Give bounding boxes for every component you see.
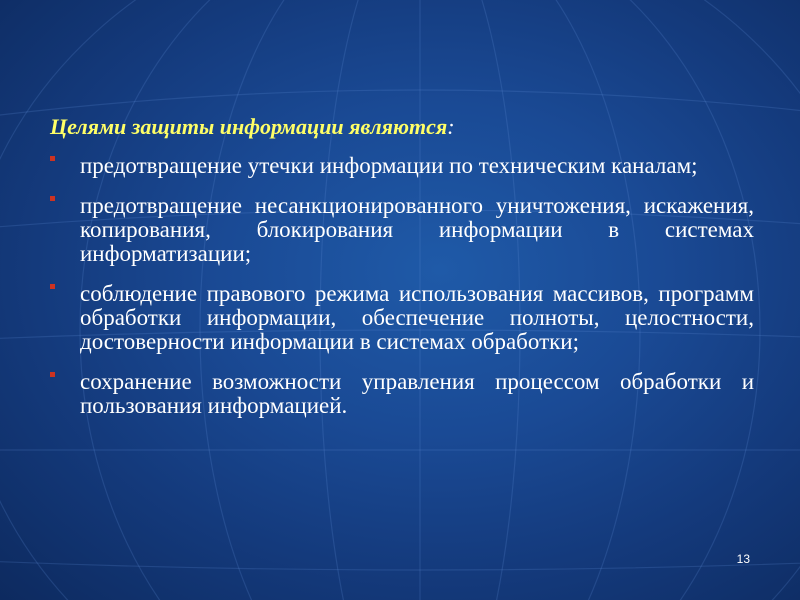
list-item-text: сохранение возможности управления процессом обработки и пользования информацией.: [80, 369, 754, 418]
list-item: [50, 370, 754, 418]
goals-list: [50, 154, 754, 418]
bullet-icon: [50, 284, 55, 289]
list-item-text: предотвращение утечки информации по техническим каналам;: [80, 153, 698, 178]
bullet-icon: [50, 156, 55, 161]
list-item: [50, 194, 754, 266]
bullet-icon: [50, 372, 55, 377]
list-item: [50, 282, 754, 354]
list-item-text: предотвращение несанкционированного уничтожения, искажения, копирования, блокирования информации в системах информатизации;: [80, 193, 754, 266]
slide-heading: [50, 112, 754, 142]
heading-text: Целями защиты информации являются: [50, 114, 448, 139]
bullet-icon: [50, 196, 55, 201]
page-number: 13: [736, 552, 750, 566]
heading-colon: :: [447, 114, 455, 139]
slide-content: [50, 112, 754, 434]
list-item-text: соблюдение правового режима использования массивов, программ обработки информации, обеспечение полноты, целостности, достоверности информации в системах обработки;: [80, 281, 754, 354]
list-item: [50, 154, 754, 178]
